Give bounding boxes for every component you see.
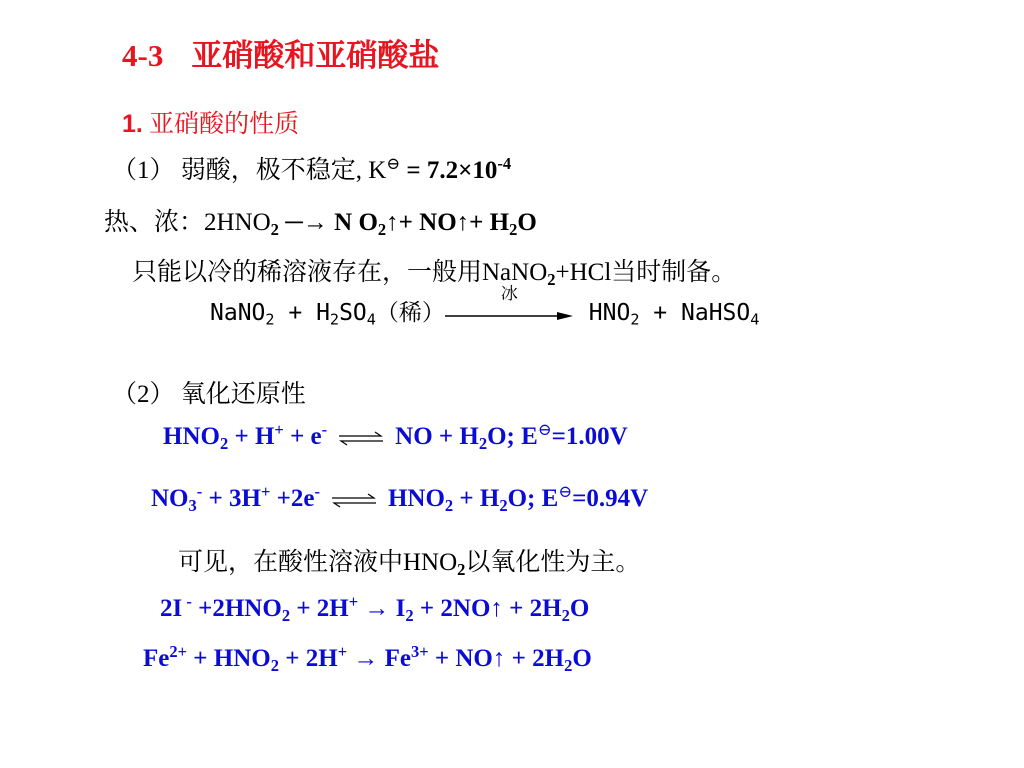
equilibrium-arrow-icon bbox=[330, 492, 378, 508]
k-exponent: -4 bbox=[497, 153, 512, 173]
decomp-d: O bbox=[517, 209, 537, 236]
theta-symbol: ⊖ bbox=[386, 153, 401, 173]
slide-title bbox=[122, 30, 439, 75]
eq-h-sub: 2 bbox=[329, 310, 340, 329]
weak-acid-line bbox=[112, 150, 511, 186]
x2-b-sub: 2 bbox=[270, 655, 279, 675]
r1-d-sub: 2 bbox=[478, 433, 488, 453]
r2-b-sup: + bbox=[260, 481, 271, 501]
note-a: 可见，在酸性溶液中HNO bbox=[178, 549, 458, 576]
decomp-arrow: ─→ N O bbox=[278, 209, 378, 236]
x1-c-sup: + bbox=[348, 591, 359, 611]
decomp-a-sub: 2 bbox=[270, 219, 279, 239]
r2-a-sub: 3 bbox=[188, 495, 197, 515]
x2-a-sup: 2+ bbox=[169, 641, 188, 661]
r1-c: + e bbox=[283, 423, 322, 450]
x2-c: + 2H bbox=[278, 645, 338, 672]
eq-hno-sub: 2 bbox=[630, 310, 640, 329]
r2-a-sup: - bbox=[196, 481, 203, 501]
preparation-line bbox=[132, 252, 736, 288]
r2-theta: ⊖ bbox=[558, 481, 573, 501]
r2-b: + 3H bbox=[202, 485, 261, 512]
r2-d-sub: 2 bbox=[444, 495, 454, 515]
x2-e-sub: 2 bbox=[564, 655, 573, 675]
r1-a-sub: 2 bbox=[219, 433, 229, 453]
eq-nahso-sub: 4 bbox=[750, 310, 760, 329]
section-heading-2 bbox=[112, 374, 306, 410]
x2-f: O bbox=[572, 645, 592, 672]
x1-d-sub: 2 bbox=[405, 605, 414, 625]
long-arrow-icon bbox=[445, 311, 575, 321]
x2-a: Fe bbox=[143, 645, 170, 672]
x2-d: → Fe bbox=[347, 645, 411, 672]
section2-text: （2） 氧化还原性 bbox=[112, 381, 306, 408]
eq-so-sub: 4 bbox=[366, 310, 376, 329]
redox-equation-1 bbox=[163, 419, 628, 453]
r1-f: =1.00V bbox=[551, 423, 628, 450]
r2-f: O; E bbox=[507, 485, 559, 512]
x1-a: 2I bbox=[160, 595, 183, 622]
reaction-iodide bbox=[160, 591, 590, 625]
eq-nano-sub: 2 bbox=[265, 310, 275, 329]
weak-acid-prefix: （1） 弱酸，极不稳定, K bbox=[112, 157, 387, 184]
eq-nahso: + NaHSO bbox=[639, 300, 751, 326]
section-number: 1. bbox=[122, 110, 143, 138]
x1-d: → I bbox=[358, 595, 406, 622]
r1-a: HNO bbox=[163, 423, 220, 450]
section-text: 亚硝酸的性质 bbox=[149, 111, 300, 138]
redox-equation-2 bbox=[151, 481, 649, 515]
r2-c: +2e bbox=[270, 485, 315, 512]
eq-condition: 冰 bbox=[500, 283, 518, 303]
eq-so: SO bbox=[339, 300, 367, 326]
x1-b-sub: 2 bbox=[281, 605, 291, 625]
x1-e: + 2NO↑ + 2H bbox=[413, 595, 562, 622]
reaction-arrow bbox=[445, 283, 575, 329]
title-number: 4-3 bbox=[122, 38, 164, 73]
decomp-b-sub: 2 bbox=[377, 219, 387, 239]
x1-e-sub: 2 bbox=[561, 605, 570, 625]
r2-e-sub: 2 bbox=[499, 495, 508, 515]
r2-c-sup: - bbox=[314, 481, 320, 501]
x1-a-sup: - bbox=[182, 591, 192, 611]
x1-c: + 2H bbox=[290, 595, 349, 622]
r1-d: NO + H bbox=[395, 423, 479, 450]
x2-e: + NO↑ + 2H bbox=[428, 645, 565, 672]
prep-a: 只能以冷的稀溶液存在，一般用NaNO bbox=[132, 259, 548, 286]
r1-e: O; E bbox=[487, 423, 538, 450]
r1-b-sup: + bbox=[274, 419, 284, 439]
r2-e: + H bbox=[453, 485, 500, 512]
x1-b: +2HNO bbox=[191, 595, 282, 622]
eq-h: + H bbox=[274, 300, 330, 326]
r2-g: =0.94V bbox=[572, 485, 649, 512]
eq-dilute: （稀） bbox=[375, 300, 445, 325]
note-b: 以氧化性为主。 bbox=[465, 549, 641, 576]
x2-b: + HNO bbox=[187, 645, 271, 672]
decomposition-line bbox=[104, 202, 537, 238]
reaction-iron bbox=[143, 641, 592, 675]
k-value: = 7.2×10 bbox=[400, 157, 498, 184]
r1-b: + H bbox=[228, 423, 275, 450]
section-heading-1 bbox=[122, 104, 299, 140]
x1-f: O bbox=[569, 595, 590, 622]
eq-nano: NaNO bbox=[210, 300, 266, 326]
prep-b: +HCl当时制备。 bbox=[555, 259, 737, 286]
note-a-sub: 2 bbox=[457, 559, 466, 579]
x2-d-sup: 3+ bbox=[410, 641, 429, 661]
title-text: 亚硝酸和亚硝酸盐 bbox=[191, 38, 440, 73]
r2-a: NO bbox=[151, 485, 189, 512]
equilibrium-arrow-icon bbox=[337, 430, 385, 446]
eq-hno: HNO bbox=[588, 300, 631, 326]
oxidizing-note bbox=[178, 542, 640, 578]
preparation-equation bbox=[210, 283, 760, 329]
r1-c-sup: - bbox=[321, 419, 328, 439]
r1-theta: ⊖ bbox=[537, 419, 552, 439]
decomp-c: ↑+ NO↑+ H bbox=[386, 209, 510, 236]
r2-d: HNO bbox=[387, 485, 445, 512]
prep-a-sub: 2 bbox=[547, 269, 556, 289]
x2-c-sup: + bbox=[337, 641, 348, 661]
decomp-a: 热、浓：2HNO bbox=[104, 209, 271, 236]
decomp-c-sub: 2 bbox=[509, 219, 518, 239]
